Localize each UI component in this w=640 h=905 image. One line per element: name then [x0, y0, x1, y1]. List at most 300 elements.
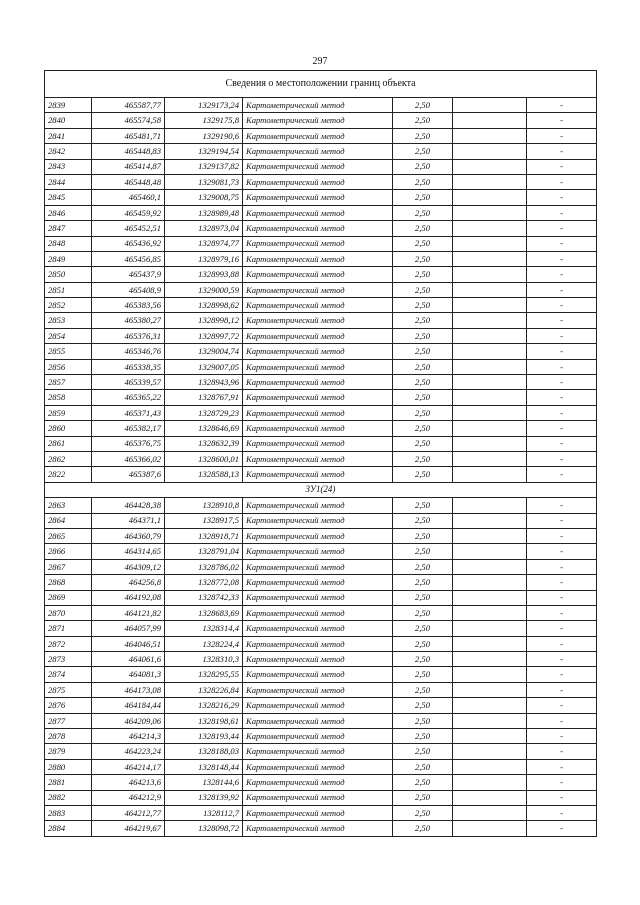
- y-coordinate-cell: 1329004,74: [165, 344, 243, 359]
- description-cell: -: [527, 451, 597, 466]
- description-cell: -: [527, 498, 597, 513]
- method-cell: Картометрический метод: [243, 128, 393, 143]
- x-coordinate-cell: 465481,71: [92, 128, 165, 143]
- description-cell: -: [527, 636, 597, 651]
- blank-cell: [453, 359, 527, 374]
- method-cell: Картометрический метод: [243, 282, 393, 297]
- blank-cell: [453, 682, 527, 697]
- table-row: [45, 590, 597, 605]
- description-cell: -: [527, 698, 597, 713]
- x-coordinate-cell: 464057,99: [92, 621, 165, 636]
- blank-cell: [453, 328, 527, 343]
- table-row: [45, 436, 597, 451]
- description-cell: -: [527, 282, 597, 297]
- table-row: [45, 328, 597, 343]
- point-number-cell: 2850: [45, 267, 92, 282]
- table-row: [45, 713, 597, 728]
- blank-cell: [453, 113, 527, 128]
- description-cell: -: [527, 528, 597, 543]
- point-number-cell: 2841: [45, 128, 92, 143]
- y-coordinate-cell: 1328216,29: [165, 698, 243, 713]
- accuracy-cell: 2,50: [393, 405, 453, 420]
- accuracy-cell: 2,50: [393, 344, 453, 359]
- accuracy-cell: 2,50: [393, 205, 453, 220]
- accuracy-cell: 2,50: [393, 682, 453, 697]
- y-coordinate-cell: 1328910,8: [165, 498, 243, 513]
- blank-cell: [453, 128, 527, 143]
- accuracy-cell: 2,50: [393, 559, 453, 574]
- blank-cell: [453, 513, 527, 528]
- method-cell: Картометрический метод: [243, 328, 393, 343]
- table-row: [45, 128, 597, 143]
- description-cell: -: [527, 759, 597, 774]
- method-cell: Картометрический метод: [243, 190, 393, 205]
- description-cell: -: [527, 605, 597, 620]
- x-coordinate-cell: 465376,31: [92, 328, 165, 343]
- point-number-cell: 2856: [45, 359, 92, 374]
- method-cell: Картометрический метод: [243, 159, 393, 174]
- method-cell: Картометрический метод: [243, 390, 393, 405]
- accuracy-cell: 2,50: [393, 359, 453, 374]
- table-row: [45, 667, 597, 682]
- y-coordinate-cell: 1329000,59: [165, 282, 243, 297]
- y-coordinate-cell: 1329190,6: [165, 128, 243, 143]
- x-coordinate-cell: 465456,85: [92, 251, 165, 266]
- point-number-cell: 2882: [45, 790, 92, 805]
- method-cell: Картометрический метод: [243, 821, 393, 836]
- table-row: [45, 298, 597, 313]
- point-number-cell: 2853: [45, 313, 92, 328]
- x-coordinate-cell: 464046,51: [92, 636, 165, 651]
- table-row: [45, 159, 597, 174]
- y-coordinate-cell: 1328226,84: [165, 682, 243, 697]
- description-cell: -: [527, 467, 597, 482]
- description-cell: -: [527, 775, 597, 790]
- blank-cell: [453, 821, 527, 836]
- x-coordinate-cell: 464213,6: [92, 775, 165, 790]
- y-coordinate-cell: 1328998,62: [165, 298, 243, 313]
- description-cell: -: [527, 544, 597, 559]
- method-cell: Картометрический метод: [243, 436, 393, 451]
- description-cell: -: [527, 805, 597, 820]
- table-row: [45, 113, 597, 128]
- accuracy-cell: 2,50: [393, 251, 453, 266]
- boundary-table: [44, 70, 597, 837]
- y-coordinate-cell: 1328295,55: [165, 667, 243, 682]
- method-cell: Картометрический метод: [243, 667, 393, 682]
- point-number-cell: 2880: [45, 759, 92, 774]
- y-coordinate-cell: 1329081,73: [165, 174, 243, 189]
- y-coordinate-cell: 1329007,05: [165, 359, 243, 374]
- table-row: [45, 236, 597, 251]
- blank-cell: [453, 775, 527, 790]
- method-cell: Картометрический метод: [243, 775, 393, 790]
- accuracy-cell: 2,50: [393, 144, 453, 159]
- accuracy-cell: 2,50: [393, 313, 453, 328]
- x-coordinate-cell: 465346,76: [92, 344, 165, 359]
- x-coordinate-cell: 464371,1: [92, 513, 165, 528]
- method-cell: Картометрический метод: [243, 375, 393, 390]
- method-cell: Картометрический метод: [243, 636, 393, 651]
- point-number-cell: 2847: [45, 221, 92, 236]
- blank-cell: [453, 575, 527, 590]
- method-cell: Картометрический метод: [243, 236, 393, 251]
- method-cell: Картометрический метод: [243, 359, 393, 374]
- y-coordinate-cell: 1328729,23: [165, 405, 243, 420]
- accuracy-cell: 2,50: [393, 451, 453, 466]
- x-coordinate-cell: 465376,75: [92, 436, 165, 451]
- blank-cell: [453, 790, 527, 805]
- blank-cell: [453, 498, 527, 513]
- point-number-cell: 2884: [45, 821, 92, 836]
- description-cell: -: [527, 98, 597, 113]
- accuracy-cell: 2,50: [393, 298, 453, 313]
- method-cell: Картометрический метод: [243, 205, 393, 220]
- table-row: [45, 759, 597, 774]
- accuracy-cell: 2,50: [393, 713, 453, 728]
- table-row: [45, 205, 597, 220]
- method-cell: Картометрический метод: [243, 344, 393, 359]
- table-row: [45, 621, 597, 636]
- table-row: [45, 790, 597, 805]
- accuracy-cell: 2,50: [393, 698, 453, 713]
- method-cell: Картометрический метод: [243, 513, 393, 528]
- method-cell: Картометрический метод: [243, 144, 393, 159]
- accuracy-cell: 2,50: [393, 221, 453, 236]
- method-cell: Картометрический метод: [243, 621, 393, 636]
- description-cell: -: [527, 159, 597, 174]
- y-coordinate-cell: 1328786,02: [165, 559, 243, 574]
- point-number-cell: 2869: [45, 590, 92, 605]
- description-cell: -: [527, 267, 597, 282]
- x-coordinate-cell: 464209,06: [92, 713, 165, 728]
- table-row: [45, 98, 597, 113]
- description-cell: -: [527, 405, 597, 420]
- y-coordinate-cell: 1328993,88: [165, 267, 243, 282]
- description-cell: -: [527, 713, 597, 728]
- method-cell: Картометрический метод: [243, 298, 393, 313]
- y-coordinate-cell: 1328683,69: [165, 605, 243, 620]
- accuracy-cell: 2,50: [393, 467, 453, 482]
- blank-cell: [453, 313, 527, 328]
- point-number-cell: 2851: [45, 282, 92, 297]
- accuracy-cell: 2,50: [393, 544, 453, 559]
- method-cell: Картометрический метод: [243, 221, 393, 236]
- description-cell: -: [527, 375, 597, 390]
- blank-cell: [453, 98, 527, 113]
- y-coordinate-cell: 1328646,69: [165, 421, 243, 436]
- accuracy-cell: 2,50: [393, 667, 453, 682]
- point-number-cell: 2844: [45, 174, 92, 189]
- method-cell: Картометрический метод: [243, 682, 393, 697]
- method-cell: Картометрический метод: [243, 113, 393, 128]
- method-cell: Картометрический метод: [243, 251, 393, 266]
- table-row: [45, 729, 597, 744]
- method-cell: Картометрический метод: [243, 744, 393, 759]
- blank-cell: [453, 390, 527, 405]
- method-cell: Картометрический метод: [243, 451, 393, 466]
- method-cell: Картометрический метод: [243, 790, 393, 805]
- x-coordinate-cell: 464360,79: [92, 528, 165, 543]
- x-coordinate-cell: 465387,6: [92, 467, 165, 482]
- method-cell: Картометрический метод: [243, 559, 393, 574]
- x-coordinate-cell: 464219,67: [92, 821, 165, 836]
- blank-cell: [453, 451, 527, 466]
- x-coordinate-cell: 464121,82: [92, 605, 165, 620]
- method-cell: Картометрический метод: [243, 267, 393, 282]
- description-cell: -: [527, 128, 597, 143]
- point-number-cell: 2845: [45, 190, 92, 205]
- blank-cell: [453, 221, 527, 236]
- table-row: [45, 313, 597, 328]
- x-coordinate-cell: 464214,3: [92, 729, 165, 744]
- y-coordinate-cell: 1328148,44: [165, 759, 243, 774]
- accuracy-cell: 2,50: [393, 590, 453, 605]
- description-cell: -: [527, 621, 597, 636]
- x-coordinate-cell: 464309,12: [92, 559, 165, 574]
- accuracy-cell: 2,50: [393, 375, 453, 390]
- x-coordinate-cell: 464192,08: [92, 590, 165, 605]
- y-coordinate-cell: 1328918,71: [165, 528, 243, 543]
- blank-cell: [453, 621, 527, 636]
- description-cell: -: [527, 652, 597, 667]
- y-coordinate-cell: 1328588,13: [165, 467, 243, 482]
- x-coordinate-cell: 465448,48: [92, 174, 165, 189]
- y-coordinate-cell: 1328974,77: [165, 236, 243, 251]
- point-number-cell: 2848: [45, 236, 92, 251]
- x-coordinate-cell: 464314,65: [92, 544, 165, 559]
- description-cell: -: [527, 190, 597, 205]
- blank-cell: [453, 174, 527, 189]
- blank-cell: [453, 559, 527, 574]
- y-coordinate-cell: 1328224,4: [165, 636, 243, 651]
- blank-cell: [453, 421, 527, 436]
- y-coordinate-cell: 1328144,6: [165, 775, 243, 790]
- blank-cell: [453, 759, 527, 774]
- table-title: Сведения о местоположении границ объекта: [45, 71, 597, 98]
- x-coordinate-cell: 465382,17: [92, 421, 165, 436]
- blank-cell: [453, 282, 527, 297]
- y-coordinate-cell: 1328997,72: [165, 328, 243, 343]
- table-row: [45, 559, 597, 574]
- accuracy-cell: 2,50: [393, 498, 453, 513]
- x-coordinate-cell: 465371,43: [92, 405, 165, 420]
- blank-cell: [453, 375, 527, 390]
- table-row: [45, 375, 597, 390]
- point-number-cell: 2839: [45, 98, 92, 113]
- description-cell: -: [527, 682, 597, 697]
- group-label: ЗУ1(24): [45, 482, 597, 497]
- table-row: [45, 605, 597, 620]
- x-coordinate-cell: 465587,77: [92, 98, 165, 113]
- method-cell: Картометрический метод: [243, 575, 393, 590]
- point-number-cell: 2883: [45, 805, 92, 820]
- table-row: [45, 528, 597, 543]
- accuracy-cell: 2,50: [393, 113, 453, 128]
- accuracy-cell: 2,50: [393, 267, 453, 282]
- group-header-row: [45, 482, 597, 497]
- y-coordinate-cell: 1329194,54: [165, 144, 243, 159]
- point-number-cell: 2849: [45, 251, 92, 266]
- description-cell: -: [527, 221, 597, 236]
- blank-cell: [453, 467, 527, 482]
- method-cell: Картометрический метод: [243, 759, 393, 774]
- method-cell: Картометрический метод: [243, 805, 393, 820]
- x-coordinate-cell: 464223,24: [92, 744, 165, 759]
- y-coordinate-cell: 1328310,3: [165, 652, 243, 667]
- blank-cell: [453, 605, 527, 620]
- description-cell: -: [527, 236, 597, 251]
- table-row: [45, 513, 597, 528]
- x-coordinate-cell: 464256,8: [92, 575, 165, 590]
- y-coordinate-cell: 1328198,61: [165, 713, 243, 728]
- accuracy-cell: 2,50: [393, 436, 453, 451]
- description-cell: -: [527, 821, 597, 836]
- point-number-cell: 2868: [45, 575, 92, 590]
- accuracy-cell: 2,50: [393, 390, 453, 405]
- point-number-cell: 2858: [45, 390, 92, 405]
- method-cell: Картометрический метод: [243, 652, 393, 667]
- point-number-cell: 2879: [45, 744, 92, 759]
- table-row: [45, 805, 597, 820]
- table-row: [45, 636, 597, 651]
- method-cell: Картометрический метод: [243, 698, 393, 713]
- table-row: [45, 251, 597, 266]
- blank-cell: [453, 205, 527, 220]
- point-number-cell: 2877: [45, 713, 92, 728]
- table-row: [45, 744, 597, 759]
- x-coordinate-cell: 465448,83: [92, 144, 165, 159]
- blank-cell: [453, 698, 527, 713]
- blank-cell: [453, 713, 527, 728]
- y-coordinate-cell: 1328193,44: [165, 729, 243, 744]
- point-number-cell: 2866: [45, 544, 92, 559]
- y-coordinate-cell: 1328098,72: [165, 821, 243, 836]
- point-number-cell: 2840: [45, 113, 92, 128]
- description-cell: -: [527, 575, 597, 590]
- y-coordinate-cell: 1328772,08: [165, 575, 243, 590]
- x-coordinate-cell: 465338,35: [92, 359, 165, 374]
- x-coordinate-cell: 464212,77: [92, 805, 165, 820]
- method-cell: Картометрический метод: [243, 467, 393, 482]
- method-cell: Картометрический метод: [243, 605, 393, 620]
- y-coordinate-cell: 1328112,7: [165, 805, 243, 820]
- accuracy-cell: 2,50: [393, 513, 453, 528]
- point-number-cell: 2852: [45, 298, 92, 313]
- point-number-cell: 2864: [45, 513, 92, 528]
- y-coordinate-cell: 1328791,04: [165, 544, 243, 559]
- accuracy-cell: 2,50: [393, 159, 453, 174]
- point-number-cell: 2865: [45, 528, 92, 543]
- description-cell: -: [527, 328, 597, 343]
- accuracy-cell: 2,50: [393, 729, 453, 744]
- point-number-cell: 2855: [45, 344, 92, 359]
- blank-cell: [453, 805, 527, 820]
- table-row: [45, 282, 597, 297]
- x-coordinate-cell: 465460,1: [92, 190, 165, 205]
- x-coordinate-cell: 465574,58: [92, 113, 165, 128]
- description-cell: -: [527, 421, 597, 436]
- description-cell: -: [527, 790, 597, 805]
- point-number-cell: 2859: [45, 405, 92, 420]
- description-cell: -: [527, 513, 597, 528]
- description-cell: -: [527, 667, 597, 682]
- x-coordinate-cell: 464081,3: [92, 667, 165, 682]
- accuracy-cell: 2,50: [393, 174, 453, 189]
- table-row: [45, 821, 597, 836]
- table-row: [45, 451, 597, 466]
- description-cell: -: [527, 359, 597, 374]
- y-coordinate-cell: 1328139,92: [165, 790, 243, 805]
- point-number-cell: 2846: [45, 205, 92, 220]
- x-coordinate-cell: 464061,6: [92, 652, 165, 667]
- method-cell: Картометрический метод: [243, 590, 393, 605]
- accuracy-cell: 2,50: [393, 744, 453, 759]
- x-coordinate-cell: 465436,92: [92, 236, 165, 251]
- point-number-cell: 2854: [45, 328, 92, 343]
- point-number-cell: 2874: [45, 667, 92, 682]
- table-row: [45, 775, 597, 790]
- method-cell: Картометрический метод: [243, 405, 393, 420]
- blank-cell: [453, 159, 527, 174]
- point-number-cell: 2843: [45, 159, 92, 174]
- point-number-cell: 2873: [45, 652, 92, 667]
- y-coordinate-cell: 1328767,91: [165, 390, 243, 405]
- x-coordinate-cell: 464214,17: [92, 759, 165, 774]
- page-number: 297: [312, 56, 328, 67]
- x-coordinate-cell: 465414,87: [92, 159, 165, 174]
- method-cell: Картометрический метод: [243, 528, 393, 543]
- point-number-cell: 2857: [45, 375, 92, 390]
- y-coordinate-cell: 1328742,33: [165, 590, 243, 605]
- accuracy-cell: 2,50: [393, 621, 453, 636]
- accuracy-cell: 2,50: [393, 98, 453, 113]
- y-coordinate-cell: 1328979,16: [165, 251, 243, 266]
- table-title-row: [45, 71, 597, 98]
- accuracy-cell: 2,50: [393, 605, 453, 620]
- description-cell: -: [527, 251, 597, 266]
- point-number-cell: 2870: [45, 605, 92, 620]
- accuracy-cell: 2,50: [393, 282, 453, 297]
- point-number-cell: 2863: [45, 498, 92, 513]
- accuracy-cell: 2,50: [393, 128, 453, 143]
- blank-cell: [453, 636, 527, 651]
- y-coordinate-cell: 1328973,04: [165, 221, 243, 236]
- point-number-cell: 2862: [45, 451, 92, 466]
- x-coordinate-cell: 464184,44: [92, 698, 165, 713]
- method-cell: Картометрический метод: [243, 421, 393, 436]
- y-coordinate-cell: 1328989,48: [165, 205, 243, 220]
- table-row: [45, 144, 597, 159]
- y-coordinate-cell: 1328998,12: [165, 313, 243, 328]
- table-row: [45, 682, 597, 697]
- x-coordinate-cell: 465452,51: [92, 221, 165, 236]
- blank-cell: [453, 190, 527, 205]
- accuracy-cell: 2,50: [393, 821, 453, 836]
- table-row: [45, 174, 597, 189]
- table-row: [45, 190, 597, 205]
- blank-cell: [453, 298, 527, 313]
- accuracy-cell: 2,50: [393, 759, 453, 774]
- description-cell: -: [527, 729, 597, 744]
- accuracy-cell: 2,50: [393, 190, 453, 205]
- accuracy-cell: 2,50: [393, 790, 453, 805]
- table-row: [45, 359, 597, 374]
- y-coordinate-cell: 1328188,03: [165, 744, 243, 759]
- point-number-cell: 2860: [45, 421, 92, 436]
- point-number-cell: 2867: [45, 559, 92, 574]
- point-number-cell: 2842: [45, 144, 92, 159]
